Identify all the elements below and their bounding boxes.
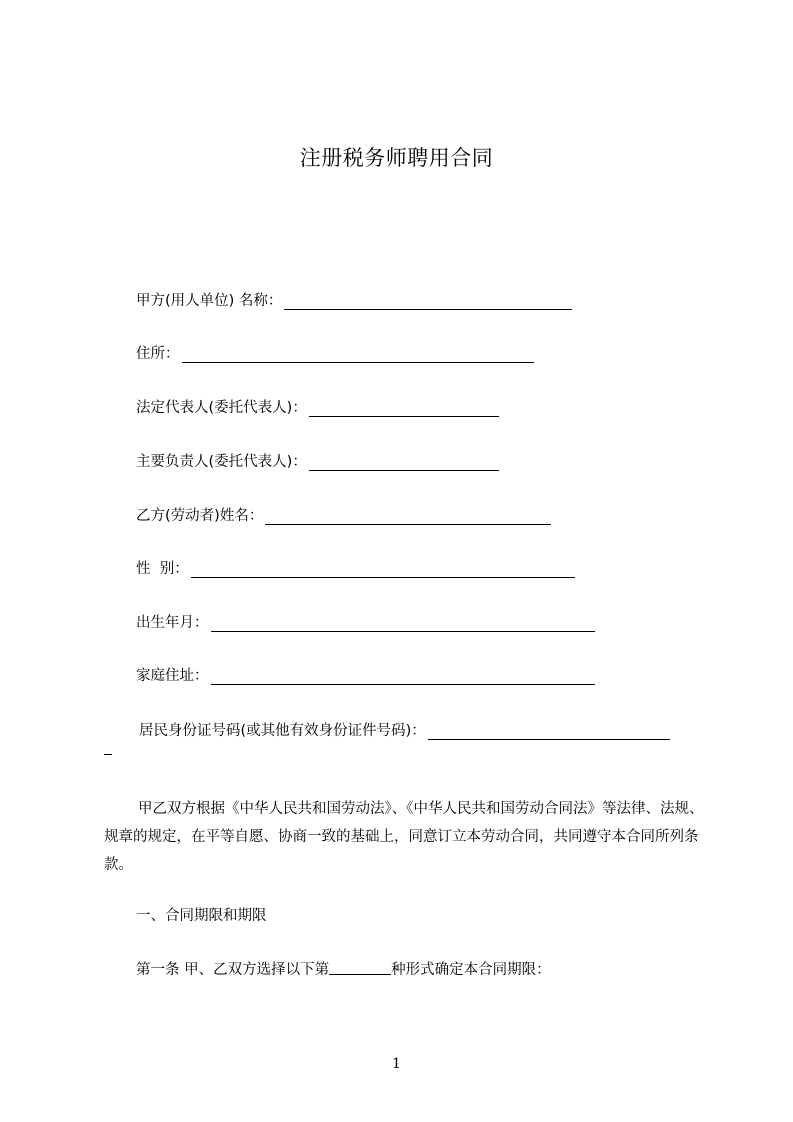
article-1-prefix: 第一条 甲、乙双方选择以下第 xyxy=(136,962,330,978)
field-employer-name xyxy=(136,288,572,310)
fill-blank[interactable] xyxy=(191,562,575,578)
field-address xyxy=(136,341,534,363)
field-label: 甲方(用人单位) 名称： xyxy=(136,293,283,309)
field-employee-name xyxy=(136,503,551,525)
fill-blank[interactable] xyxy=(211,669,595,685)
fill-blank[interactable] xyxy=(428,724,670,740)
field-label: 乙方(劳动者)姓名： xyxy=(136,508,264,524)
preamble-text: 甲乙双方根据《中华人民共和国劳动法》、《中华人民共和国劳动合同法》等法律、法规、规章的规定，在平等自愿、协商一致的基础上，同意订立本劳动合同，共同遵守本合同所列条款。 xyxy=(104,801,704,873)
field-principal xyxy=(136,449,499,471)
field-label: 主要负责人(委托代表人)： xyxy=(136,454,307,470)
fill-blank[interactable] xyxy=(265,509,551,525)
fill-blank[interactable] xyxy=(309,455,499,471)
fill-blank[interactable] xyxy=(211,616,595,632)
section-heading: 一、合同期限和期限 xyxy=(136,908,267,924)
field-gender xyxy=(136,556,575,578)
fill-blank[interactable] xyxy=(309,401,499,417)
fill-blank[interactable] xyxy=(182,347,534,363)
field-legal-representative xyxy=(136,395,499,417)
document-title: 注册税务师聘用合同 xyxy=(299,146,494,170)
field-label: 居民身份证号码(或其他有效身份证件号码)： xyxy=(139,723,426,739)
field-label: 家庭住址： xyxy=(136,668,209,684)
fill-blank[interactable] xyxy=(284,294,572,310)
field-label: 出生年月： xyxy=(136,615,209,631)
field-birth-date xyxy=(136,610,595,632)
fill-blank-continuation xyxy=(104,754,112,755)
field-label: 住所： xyxy=(136,346,180,362)
field-id-number xyxy=(139,718,670,740)
field-home-address xyxy=(136,663,595,685)
article-1 xyxy=(136,958,551,979)
field-label: 法定代表人(委托代表人)： xyxy=(136,400,307,416)
fill-blank[interactable] xyxy=(329,960,391,975)
page-number: 1 xyxy=(392,1056,401,1072)
preamble-paragraph xyxy=(104,795,716,879)
field-label: 性 别： xyxy=(136,561,189,577)
article-1-suffix: 种形式确定本合同期限： xyxy=(391,962,551,978)
